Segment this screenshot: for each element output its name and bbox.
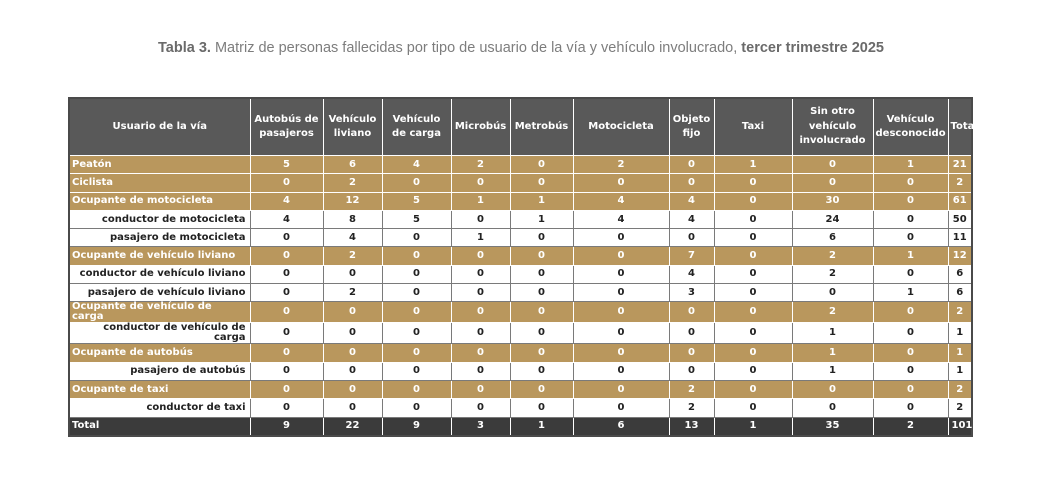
category-row [69,344,972,362]
table-cell: 0 [250,284,323,302]
table-cell: 2 [792,302,873,323]
table-cell: 2 [323,174,382,192]
category-row [69,302,972,323]
table-cell: 1 [510,192,573,210]
table-cell: 0 [382,284,451,302]
row-label: pasajero de vehículo liviano [69,284,250,302]
table-cell: 0 [873,210,948,228]
table-cell: 2 [669,380,714,398]
table-cell: 1 [451,192,510,210]
header-sin-otro-vehiculo: Sin otro vehículo involucrado [792,98,873,156]
table-cell: 0 [669,302,714,323]
table-cell: 4 [250,210,323,228]
table-cell: 0 [250,265,323,283]
table-cell: 6 [573,417,669,436]
table-cell: 6 [323,156,382,174]
table-cell: 0 [669,323,714,344]
header-row [69,98,972,156]
table-cell: 0 [510,284,573,302]
table-cell: 0 [792,399,873,417]
table-cell: 0 [323,302,382,323]
table-cell: 0 [573,302,669,323]
table-cell: 0 [250,399,323,417]
table-cell: 0 [873,344,948,362]
row-label: conductor de taxi [69,399,250,417]
table-cell: 4 [573,192,669,210]
table-cell: 0 [451,265,510,283]
row-label: pasajero de autobús [69,362,250,380]
table-cell: 0 [714,265,792,283]
row-label: Ciclista [69,174,250,192]
table-cell: 0 [382,174,451,192]
table-cell: 61 [948,192,972,210]
table-cell: 1 [510,417,573,436]
caption-text: Matriz de personas fallecidas por tipo de usuario de la vía y vehículo involucrado, [210,40,742,56]
row-label: Ocupante de motocicleta [69,192,250,210]
header-taxi: Taxi [714,98,792,156]
table-cell: 21 [948,156,972,174]
table-cell: 9 [250,417,323,436]
table-cell: 5 [250,156,323,174]
table-cell: 0 [573,284,669,302]
category-row [69,156,972,174]
table-cell: 0 [510,362,573,380]
table-cell: 0 [573,362,669,380]
table-cell: 0 [250,247,323,265]
table-cell: 0 [510,174,573,192]
row-label: conductor de vehículo liviano [69,265,250,283]
table-cell: 0 [451,399,510,417]
table-cell: 0 [451,210,510,228]
table-cell: 0 [510,302,573,323]
table-cell: 0 [323,265,382,283]
row-label: conductor de vehículo de carga [69,323,250,344]
subcategory-row [69,362,972,380]
table-cell: 12 [948,247,972,265]
table-cell: 6 [948,265,972,283]
table-cell: 0 [873,265,948,283]
table-cell: 4 [669,210,714,228]
category-row [69,174,972,192]
table-cell: 0 [382,362,451,380]
table-cell: 0 [323,380,382,398]
table-cell: 4 [250,192,323,210]
table-cell: 0 [451,247,510,265]
table-cell: 0 [573,323,669,344]
table-cell: 2 [323,284,382,302]
table-cell: 0 [873,399,948,417]
table-cell: 0 [573,229,669,247]
caption-prefix: Tabla 3. [158,40,211,56]
table-cell: 0 [510,229,573,247]
table-cell: 22 [323,417,382,436]
table-cell: 0 [714,174,792,192]
table-cell: 0 [382,323,451,344]
caption-suffix: tercer trimestre 2025 [741,40,884,56]
table-cell: 4 [573,210,669,228]
header-total: Total [948,98,972,156]
table-cell: 1 [792,362,873,380]
table-cell: 0 [669,174,714,192]
table-cell: 0 [669,344,714,362]
table-cell: 0 [714,210,792,228]
table-cell: 0 [873,362,948,380]
table-cell: 0 [714,380,792,398]
table-cell: 0 [510,323,573,344]
table-cell: 0 [250,323,323,344]
subcategory-row [69,229,972,247]
table-cell: 0 [323,344,382,362]
table-cell: 0 [573,399,669,417]
table-cell: 0 [873,192,948,210]
table-cell: 11 [948,229,972,247]
table-cell: 0 [250,174,323,192]
table-cell: 0 [250,380,323,398]
row-label: Ocupante de autobús [69,344,250,362]
table-cell: 0 [510,265,573,283]
row-label: Ocupante de vehículo de carga [69,302,250,323]
table-cell: 2 [669,399,714,417]
table-cell: 9 [382,417,451,436]
table-cell: 0 [573,174,669,192]
total-row [69,417,972,436]
table-cell: 0 [873,174,948,192]
header-motocicleta: Motocicleta [573,98,669,156]
row-label: Total [69,417,250,436]
subcategory-row [69,265,972,283]
table-cell: 0 [714,399,792,417]
table-cell: 2 [948,302,972,323]
table-cell: 0 [323,362,382,380]
table-cell: 0 [451,323,510,344]
table-cell: 1 [451,229,510,247]
table-cell: 0 [792,174,873,192]
table-cell: 2 [948,174,972,192]
table-body [69,156,972,436]
table-cell: 0 [250,362,323,380]
table-cell: 0 [714,323,792,344]
table-cell: 101 [948,417,972,436]
table-cell: 5 [382,210,451,228]
table-cell: 0 [510,399,573,417]
table-cell: 1 [873,156,948,174]
table-cell: 0 [714,362,792,380]
table-cell: 6 [792,229,873,247]
row-label: pasajero de motocicleta [69,229,250,247]
table-cell: 0 [792,380,873,398]
category-row [69,247,972,265]
table-cell: 0 [873,302,948,323]
header-usuario: Usuario de la vía [69,98,250,156]
fatalities-matrix-table [68,97,978,437]
table-cell: 3 [669,284,714,302]
table-cell: 50 [948,210,972,228]
row-label: Ocupante de vehículo liviano [69,247,250,265]
table-cell: 0 [382,380,451,398]
table-cell: 0 [792,156,873,174]
header-autobus-pasajeros: Autobús de pasajeros [250,98,323,156]
header-objeto-fijo: Objeto fijo [669,98,714,156]
table-cell: 0 [573,265,669,283]
table-cell: 0 [510,344,573,362]
table-cell: 30 [792,192,873,210]
table-cell: 2 [948,380,972,398]
table-cell: 0 [873,323,948,344]
table-cell: 0 [714,344,792,362]
table-cell: 0 [510,156,573,174]
table-cell: 0 [382,247,451,265]
table-cell: 4 [323,229,382,247]
table-cell: 0 [451,362,510,380]
table-cell: 0 [873,380,948,398]
table-caption [0,40,1042,56]
table-cell: 1 [948,344,972,362]
table-cell: 0 [510,380,573,398]
table-cell: 1 [792,323,873,344]
category-row [69,192,972,210]
table-cell: 2 [792,265,873,283]
table-cell: 0 [451,302,510,323]
table-cell: 0 [714,302,792,323]
table-cell: 7 [669,247,714,265]
table-cell: 0 [250,344,323,362]
table-cell: 1 [510,210,573,228]
table-cell: 0 [382,344,451,362]
header-vehiculo-desconocido: Vehículo desconocido [873,98,948,156]
table-cell: 0 [714,284,792,302]
table-cell: 2 [873,417,948,436]
table-cell: 2 [323,247,382,265]
table-cell: 0 [669,156,714,174]
table-cell: 0 [873,229,948,247]
table-cell: 6 [948,284,972,302]
row-label: Ocupante de taxi [69,380,250,398]
table-cell: 0 [451,344,510,362]
table-cell: 0 [714,192,792,210]
table-cell: 1 [873,284,948,302]
table-cell: 24 [792,210,873,228]
table-cell: 0 [573,344,669,362]
table-cell: 1 [873,247,948,265]
table-cell: 0 [451,174,510,192]
table-cell: 0 [714,229,792,247]
row-label: conductor de motocicleta [69,210,250,228]
table-cell: 0 [451,284,510,302]
table-cell: 35 [792,417,873,436]
header-metrobus: Metrobús [510,98,573,156]
table-cell: 0 [250,302,323,323]
table-cell: 0 [382,265,451,283]
table-cell: 0 [382,399,451,417]
subcategory-row [69,284,972,302]
table-cell: 0 [382,302,451,323]
table-cell: 1 [948,362,972,380]
table-cell: 0 [451,380,510,398]
table-cell: 0 [573,247,669,265]
table-cell: 4 [669,265,714,283]
table-cell: 3 [451,417,510,436]
table-cell: 1 [948,323,972,344]
header-vehiculo-carga: Vehículo de carga [382,98,451,156]
table-cell: 0 [382,229,451,247]
table-cell: 1 [714,417,792,436]
table-cell: 0 [573,380,669,398]
table-cell: 1 [792,344,873,362]
table-cell: 1 [714,156,792,174]
table-cell: 0 [323,399,382,417]
table-cell: 4 [669,192,714,210]
table-cell: 2 [451,156,510,174]
table-cell: 5 [382,192,451,210]
table-cell: 12 [323,192,382,210]
subcategory-row [69,210,972,228]
table-cell: 0 [669,362,714,380]
table-cell: 0 [792,284,873,302]
table-cell: 0 [510,247,573,265]
header-vehiculo-liviano: Vehículo liviano [323,98,382,156]
row-label: Peatón [69,156,250,174]
category-row [69,380,972,398]
table-cell: 0 [323,323,382,344]
subcategory-row [69,399,972,417]
table-cell: 13 [669,417,714,436]
header-microbus: Microbús [451,98,510,156]
subcategory-row [69,323,972,344]
table-cell: 0 [669,229,714,247]
table-cell: 2 [573,156,669,174]
table-cell: 2 [948,399,972,417]
table-cell: 8 [323,210,382,228]
table-cell: 0 [250,229,323,247]
table-cell: 2 [792,247,873,265]
table-cell: 0 [714,247,792,265]
table-cell: 4 [382,156,451,174]
